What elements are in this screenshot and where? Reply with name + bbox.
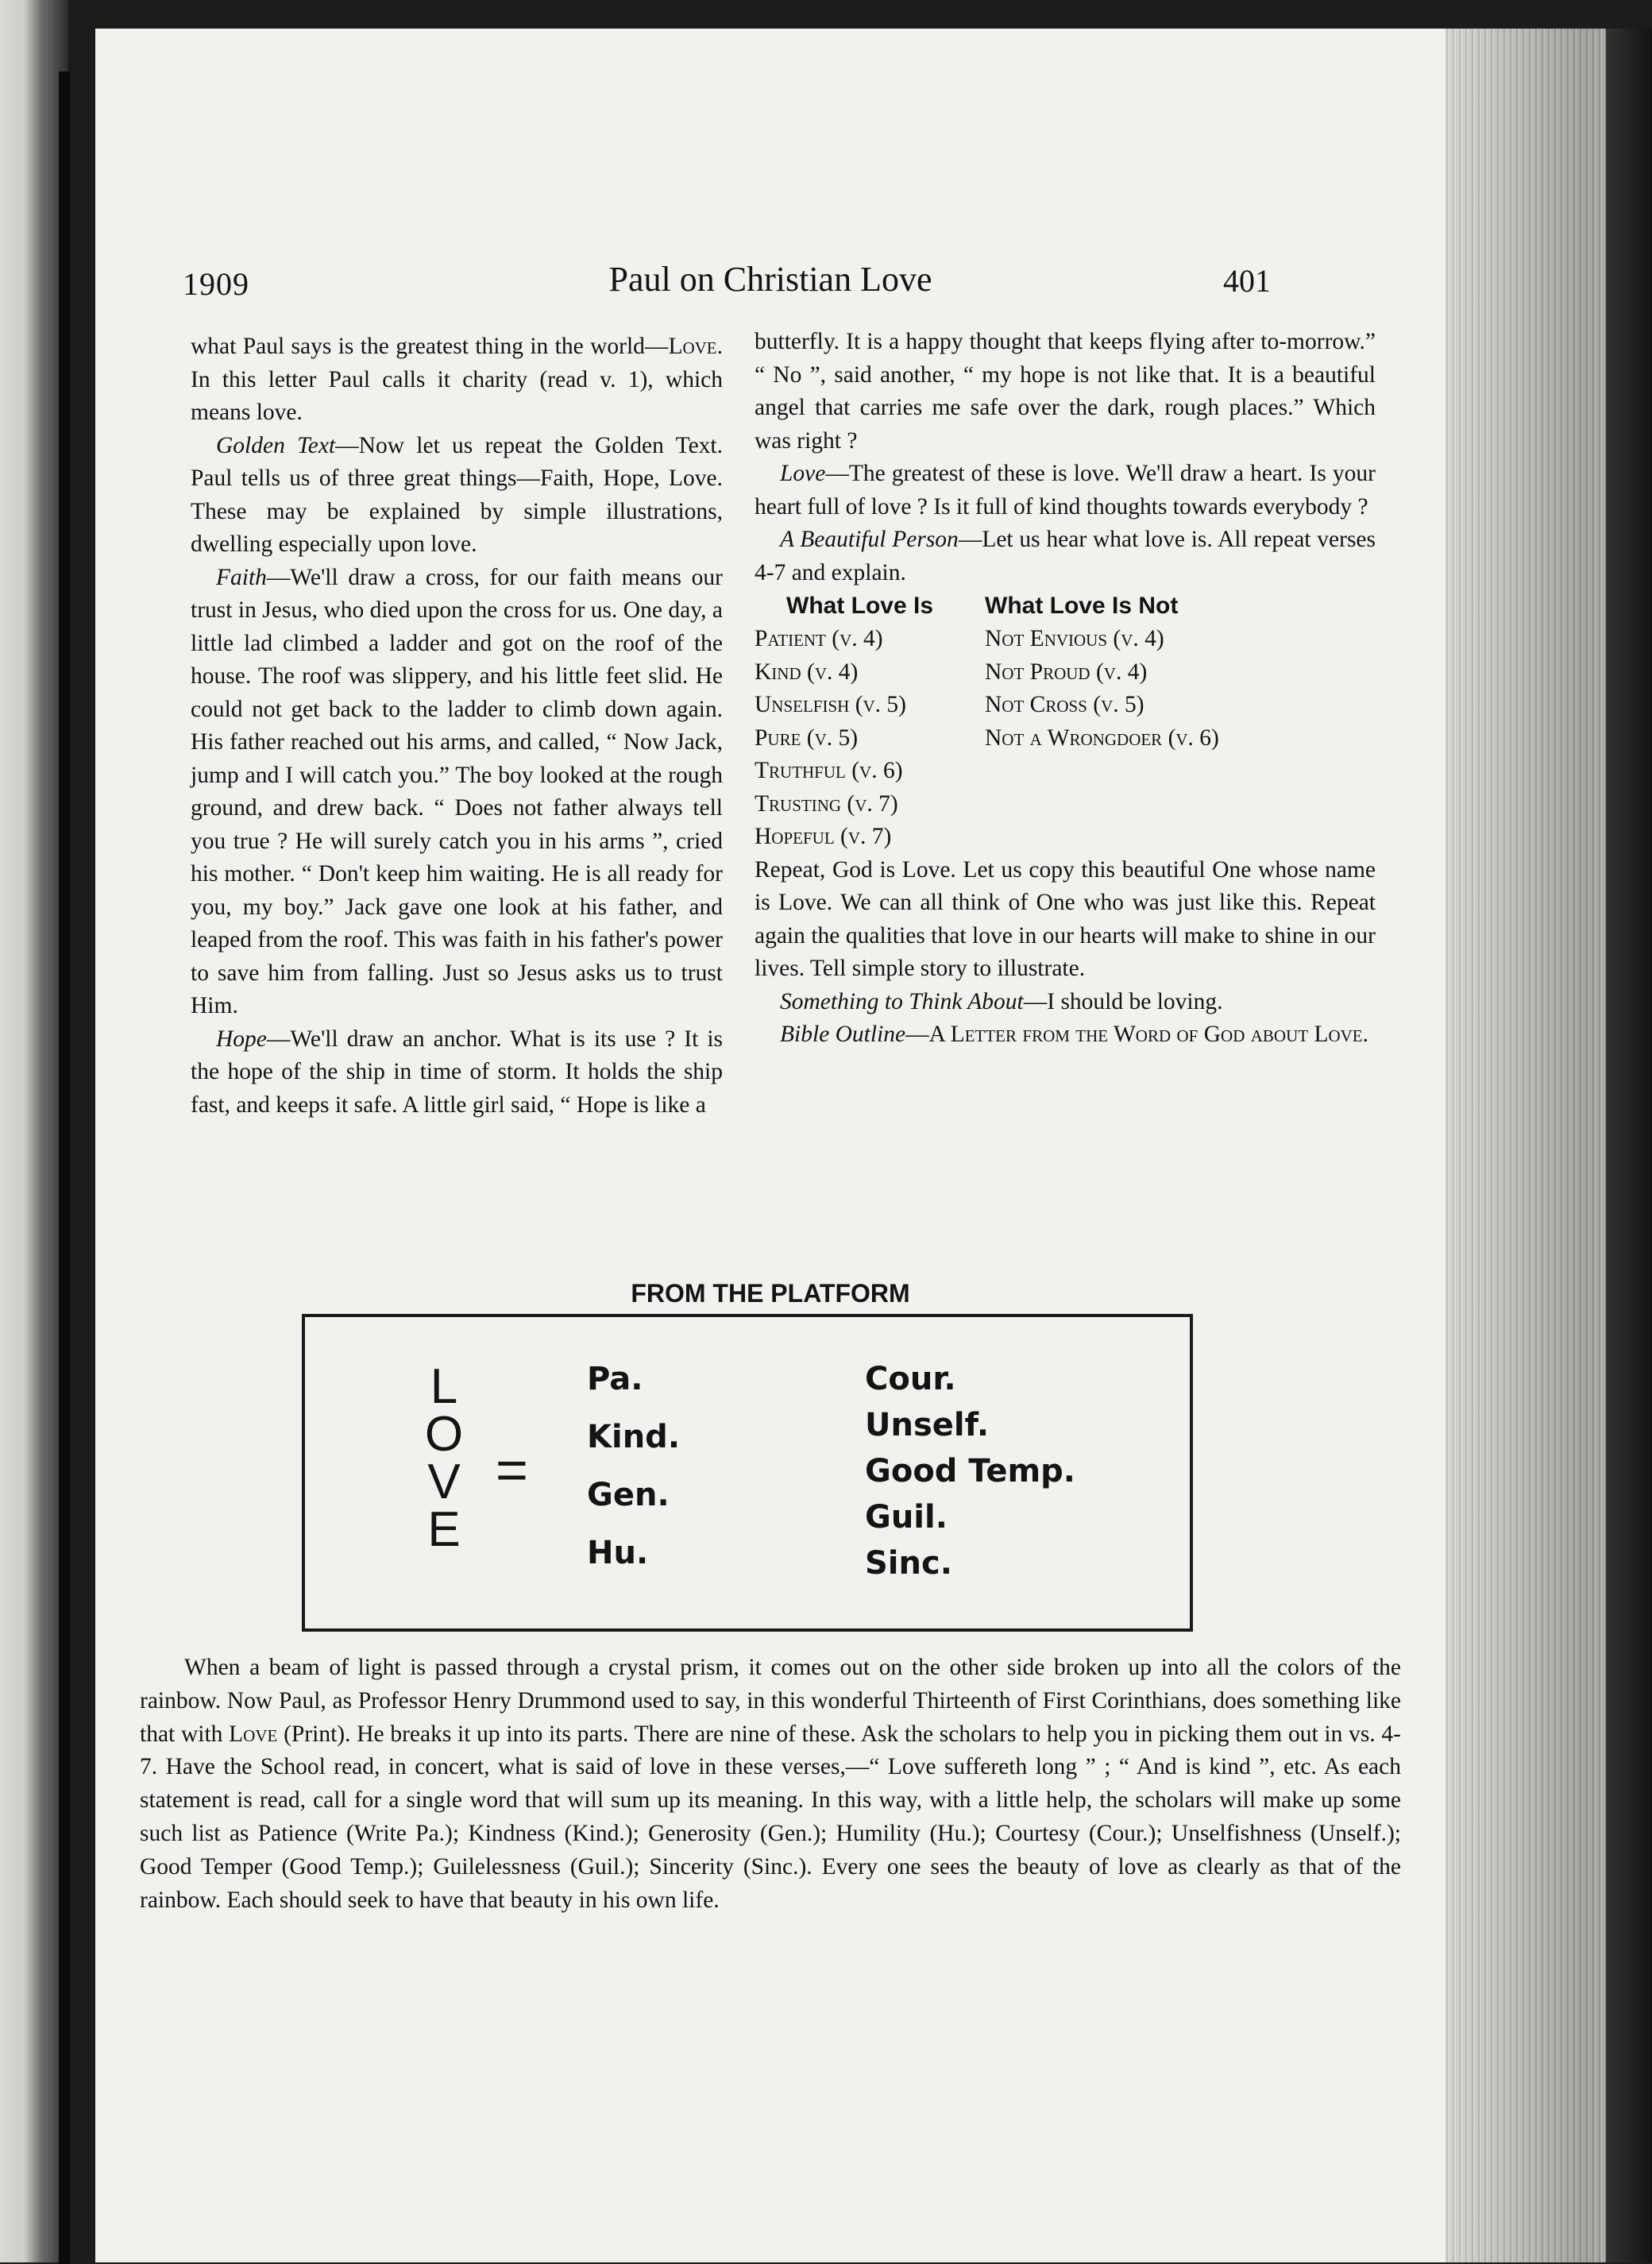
quality-not: Not Envious (v. 4): [985, 626, 1164, 651]
abbrev-column-2: [865, 1361, 1075, 1591]
quality-not: [985, 755, 1366, 788]
love-letter: O: [424, 1407, 464, 1462]
platform-love-word: Love: [229, 1721, 278, 1747]
beautiful-person-label: A Beautiful Person: [780, 527, 959, 552]
page-edges: [1430, 29, 1652, 2262]
book-cover-edge: [1606, 29, 1652, 2262]
quality-not: [985, 788, 1366, 821]
golden-text-paragraph: [191, 430, 723, 562]
table-row: [755, 722, 1376, 755]
platform-paragraph: [140, 1652, 1401, 1917]
abbrev-item: Gen.: [587, 1477, 670, 1513]
hope-paragraph: [191, 1023, 723, 1122]
quality-is: Patient (v. 4): [755, 626, 883, 651]
abbrev-item: Kind.: [587, 1419, 681, 1455]
quality-is: Kind (v. 4): [755, 659, 859, 685]
faith-paragraph: [191, 562, 723, 1023]
faith-label: Faith: [216, 564, 267, 590]
book-spine-shadow: [59, 71, 70, 2264]
abbrev-item: Cour.: [865, 1361, 956, 1397]
quality-is: Trusting (v. 7): [755, 790, 898, 817]
left-column: [191, 330, 723, 1122]
hope-continued: butterfly. It is a happy thought that keeps flying after to-morrow.” “ No ”, said another, “ my hope is not like that. It is a beautiful angel that carries me safe over the dark, rough places.” Which was right ?: [755, 329, 1376, 454]
something-paragraph: [755, 986, 1376, 1019]
beautiful-person-body: —Let us hear what love is. All repeat verses 4-7 and explain.: [755, 527, 1376, 585]
table-row: [755, 689, 1376, 722]
platform-text-b: (Print). He breaks it up into its parts. There are nine of these. Ask the scholars to help you in picking them out in vs. 4-7. Have the School read, in concert, what is said of love in these verses,—“ Love suffereth long ” ; “ And is kind ”, etc. As each statement is read, call for a single word that will sum up its meaning. In this way, with a little help, the scholars will make up some such list as Patience (Write Pa.); Kindness (Kind.); Generosity (Gen.); Humility (Hu.); Courtesy (Cour.); Unselfishness (Unself.); Good Temper (Good Temp.); Guilelessness (Guil.); Sincerity (Sinc.). Every one sees the beauty of love as clearly as that of the rainbow. Each should seek to have that beauty in his own life.: [140, 1721, 1401, 1913]
table-header: [755, 589, 1376, 623]
love-letter: V: [427, 1455, 461, 1509]
love-vertical-word: [416, 1359, 472, 1557]
intro-text-a: what Paul says is the greatest thing in the world—: [191, 334, 669, 359]
golden-text-body: —Now let us repeat the Golden Text. Paul tells us of three great things—Faith, Hope, Love. These may be explained by simple illustrations, dwelling especially upon love.: [191, 432, 723, 557]
bible-outline-label: Bible Outline: [780, 1022, 906, 1047]
intro-love-word: Love: [668, 334, 717, 359]
love-qualities-table: [755, 589, 1376, 854]
intro-paragraph: [191, 330, 723, 430]
hope-body: —We'll draw an anchor. What is its use ? It is the hope of the ship in time of storm. It holds the ship fast, and keeps it safe. A little girl said, “ Hope is like a: [191, 1026, 723, 1118]
table-row: [755, 788, 1376, 821]
quality-not: [985, 821, 1366, 854]
abbrev-item: Sinc.: [865, 1545, 952, 1582]
table-row: [755, 755, 1376, 788]
facing-page-edge: [0, 0, 68, 2262]
equals-sign: =: [496, 1439, 528, 1501]
love-body: —The greatest of these is love. We'll draw a heart. Is your heart full of love ? Is it full of kind thoughts towards everybody ?: [755, 461, 1376, 520]
header-title: Paul on Christian Love: [608, 260, 932, 299]
quality-is: Truthful (v. 6): [755, 758, 903, 783]
love-letter: E: [427, 1502, 461, 1557]
quality-is: Hopeful (v. 7): [755, 824, 892, 849]
page-number: 401: [1223, 263, 1271, 299]
abbrev-item: Guil.: [865, 1499, 948, 1536]
blackboard-diagram: [302, 1314, 1193, 1632]
hope-label: Hope: [216, 1026, 267, 1052]
abbrev-column-1: [587, 1361, 680, 1593]
love-letter: L: [430, 1359, 458, 1414]
table-row: [755, 821, 1376, 854]
love-paragraph: [755, 458, 1376, 524]
table-row: [755, 656, 1376, 690]
abbrev-item: Unself.: [865, 1407, 990, 1443]
bible-outline-body: —A Letter from the Word of God about Love.: [905, 1022, 1368, 1047]
table-row: [755, 623, 1376, 656]
golden-text-label: Golden Text: [216, 432, 336, 458]
quality-not: Not Proud (v. 4): [985, 659, 1148, 685]
beautiful-person-paragraph: [755, 524, 1376, 589]
bible-outline-paragraph: [755, 1018, 1376, 1052]
heading-what-love-is: What Love Is: [786, 593, 934, 619]
right-column: [755, 326, 1376, 1052]
platform-text-a: When a beam of light is passed through a crystal prism, it comes out on the other side broken up into all the colors of the rainbow. Now Paul, as Professor Henry Drummond used to say, in this wonderful Thirteenth of First Corinthians, does something like that with: [140, 1655, 1401, 1747]
love-label: Love: [780, 461, 826, 486]
header-year: 1909: [183, 266, 249, 302]
running-head: [95, 259, 1446, 307]
something-body: —I should be loving.: [1023, 988, 1223, 1014]
quality-is: Pure (v. 5): [755, 724, 859, 751]
abbrev-item: Pa.: [587, 1361, 643, 1397]
repeat-paragraph: Repeat, God is Love. Let us copy this beautiful One whose name is Love. We can all think of One who was just like this. Repeat again the qualities that love in our hearts will make to shine in our lives. Tell simple story to illustrate.: [755, 856, 1376, 981]
quality-not: Not Cross (v. 5): [985, 692, 1144, 717]
book-page: [95, 29, 1446, 2262]
quality-is: Unselfish (v. 5): [755, 692, 907, 717]
intro-text-b: . In this letter Paul calls it charity (read v. 1), which means love.: [191, 334, 723, 425]
faith-body: —We'll draw a cross, for our faith means our trust in Jesus, who died upon the cross for us. One day, a little lad climbed a ladder and got on the roof of the house. The roof was slippery, and his little feet slid. He could not get back to the ladder to climb down again. His father reached out his arms, and called, “ Now Jack, jump and I will catch you.” The boy looked at the rough ground, and drew back. “ Does not father always tell you true ? He will surely catch you in his arms ”, cried his mother. “ Don't keep him waiting. He is all ready for you, my boy.” Jack gave one look at his father, and leaped from the roof. This was faith in his father's power to save him from falling. Just so Jesus asks us to trust Him.: [191, 564, 723, 1018]
platform-heading: FROM THE PLATFORM: [631, 1279, 910, 1308]
something-label: Something to Think About: [780, 988, 1024, 1014]
heading-what-love-is-not: What Love Is Not: [985, 593, 1179, 619]
abbrev-item: Good Temp.: [865, 1453, 1075, 1489]
abbrev-item: Hu.: [587, 1535, 649, 1571]
quality-not: Not a Wrongdoer (v. 6): [985, 724, 1219, 751]
